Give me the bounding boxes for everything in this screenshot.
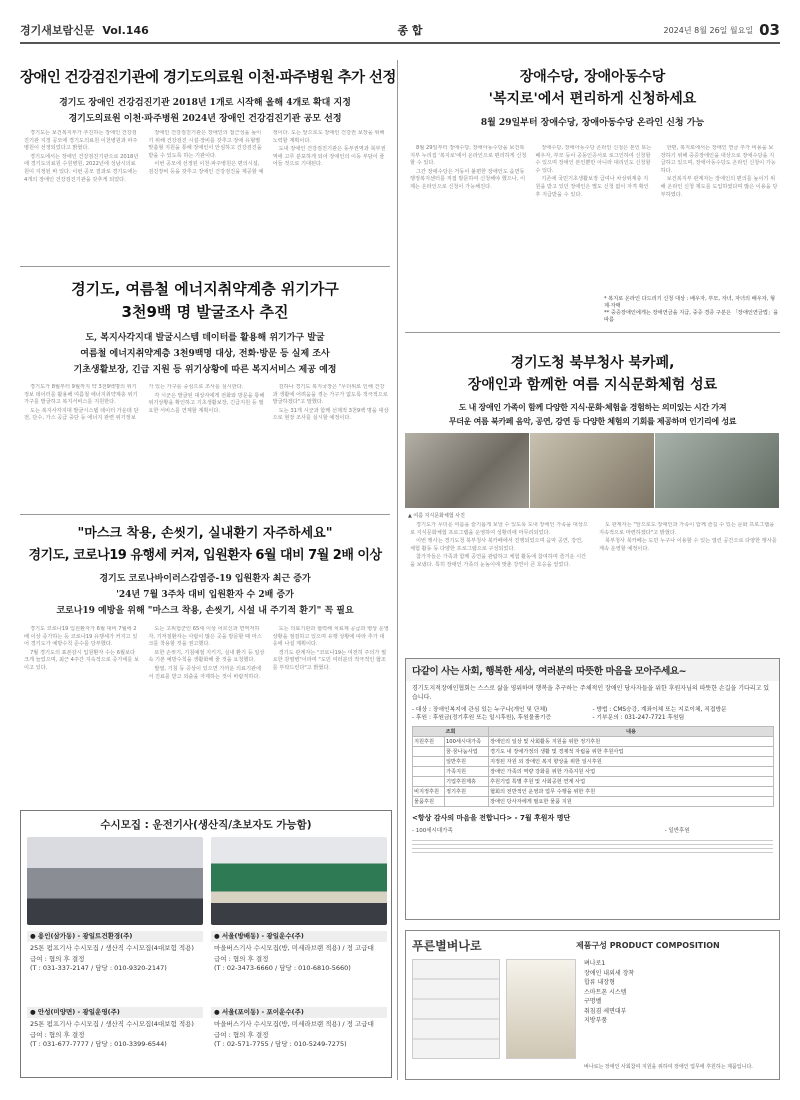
article-bookcafe — [405, 352, 780, 427]
paper-name: 경기새보람신문 — [20, 24, 95, 37]
article-title: 장애수당, 장애아동수당 — [519, 69, 666, 85]
article-title: 경기도청 북부청사 북카페, — [510, 355, 675, 371]
footnote: * 복지로 온라인 다드리기 신청 대상 : 배우자, 부모, 자녀, 자녀의 배우자, 형제·자매 — [604, 296, 776, 309]
article-subtitle: 기초생활보장, 긴급 지원 등 위기상황에 따른 복지서비스 제공 예정 — [73, 365, 337, 375]
product-item: 지방부품 — [584, 1017, 608, 1024]
contact-list — [412, 959, 500, 1059]
article-subtitle: 경기도 코로나바이러스감염증-19 입원환자 최근 증가 — [99, 574, 311, 584]
donation-info: - 후원 : 후원금(정기후원 또는 일시후원), 후원물품기증 — [412, 715, 552, 721]
article-title: 3천9백 명 발굴조사 추진 — [121, 303, 289, 321]
donor-category: - 일반후원 — [664, 828, 690, 834]
product-title: 제품구성 PRODUCT COMPOSITION — [576, 941, 720, 950]
page-number: 03 — [759, 21, 780, 39]
header-rule — [20, 42, 780, 44]
article-health-checkup — [20, 66, 396, 124]
donation-intro: 경기도지적장애인협회는 스스로 삶을 영위하며 행복을 추구하는 주체적인 장애인 당사자들을 위한 후원자님의 따뜻한 손길을 기다리고 있습니다. — [412, 685, 770, 701]
article-title: 장애인 건강검진기관에 경기도의료원 이천·파주병원 추가 선정 — [20, 70, 396, 86]
recruit-title: 수시모집 : 운전기사(생산직/초보자도 가능함) — [100, 819, 312, 831]
table-row: 물품후원 장애인 당사자에게 필요한 물품 지원 — [413, 797, 774, 807]
column-divider — [397, 60, 398, 1080]
table-row: 비지정후원 정기후원 협회의 전반적인 운영과 업무 수행을 위한 후원 — [413, 787, 774, 797]
article-title: '복지로'에서 편리하게 신청하세요 — [488, 91, 697, 107]
article-title: 장애인과 함께한 여름 지식문화체험 성료 — [467, 377, 718, 393]
product-item: 구명벨 — [584, 998, 602, 1005]
article-disability-allowance — [405, 66, 780, 128]
article-subtitle: 8월 29일부터 장애수당, 장애아동수당 온라인 신청 가능 — [480, 118, 705, 128]
recruit-item: ● 서울(포이동) - 포이운수(주) 마을버스기사 수시모집(방, 미세라브랜 적용) / 정 고급대 급여 : 협의 후 결정 (T : 02-571-7755 / 담당 : 010-5249-7275) — [211, 1007, 387, 1049]
donation-info: - 대상 : 장애인복지에 관심 있는 누구나(개인 및 단체) — [412, 707, 548, 713]
product-item: 벼나로1 — [584, 960, 606, 967]
article-covid — [20, 522, 390, 616]
footnote: ** 중증장애인에게는 장애연금을 지급, 중증 경증 구분은 「장애인연금법」을 따름 — [604, 310, 779, 323]
product-item: 합류 내장형 — [584, 979, 615, 986]
article-subtitle: 경기도의료원 이천·파주병원 2024년 장애인 건강검진기관 공모 선정 — [68, 114, 342, 124]
article-subtitle: 여름철 에너지취약계층 3천9백명 대상, 전화·방문 등 실제 조사 — [80, 349, 330, 359]
page-header — [20, 20, 780, 40]
event-photo — [405, 433, 529, 508]
article-title: "마스크 착용, 손씻기, 실내환기 자주하세요" — [77, 526, 333, 541]
donation-title: 다같이 사는 사회, 행복한 세상, 여러분의 따뜻한 마음을 모아주세요~ — [406, 659, 779, 681]
article-subtitle: 코로나19 예방을 위해 "마스크 착용, 손씻기, 시설 내 주기적 환기" 꼭 필요 — [56, 606, 354, 616]
article-subtitle: 무더운 여름 북카페 음악, 공연, 강연 등 다양한 체험의 기회를 제공하며 인기리에 성료 — [448, 416, 737, 426]
event-photo — [530, 433, 654, 508]
divider — [20, 514, 390, 515]
article-subtitle: '24년 7월 3주차 대비 입원환자 수 2배 증가 — [116, 590, 294, 600]
article-body: 8월 29일부터 장애수당, 장애아동수당을 보건복지부 누리집 '복지로'에서 온라인으로 편리하게 신청할 수 있다. 그간 장애수당은 거동이 불편한 장애인도 읍면동 행정복지센터를 직접 방문하여 신청해야 했으나, 이제는 온라인으로 신청이 가능해진다. 장애수당, 장애아동수당 온라인 신청은 본인 또는 배우자, 부모 등이 공동인증서로 로그인하여 신청할 수 있으며 장애인 본인뿐만 아니라 대리인도 신청할 수 있다. 기존에 국민기초생활보장 급여나 차상위계층 지원을 받고 있던 장애인은 별도 신청 없이 자격 확인 후 지급받을 수 있다. 한편, 복지로에서는 장애인 연금 추가 비용을 보장하기 위해 중증장애인을 대상으로 장애수당을 지급하고 있으며, 장애아동수당도 온라인 신청이 가능하다. 보건복지부 관계자는 장애인의 편의를 높이기 위해 온라인 신청 제도를 도입하였다며 많은 이용을 당부하였다. — [410, 145, 778, 198]
article-subtitle: 도, 복지사각지대 발굴시스템 데이터를 활용해 위기가구 발굴 — [85, 333, 325, 343]
product-item: 스마트폰 시스템 — [584, 988, 627, 996]
product-image — [506, 959, 576, 1059]
donation-ad — [405, 658, 780, 920]
article-body: 경기도는 보건복지부가 추진하는 장애인 건강검진기관 지정 공모에 경기도의료원 이천병원과 파주병원이 선정되었다고 밝혔다. 경기도에서는 장애인 건강검진기관으로 2018년에 경기도의료원 수원병원, 2022년에 성남시의료원이 지정된 바 있다. 이번 공모 결과로 경기도에는 4개의 장애인 건강검진기관을 갖추게 되었다. 장애인 건강검진기관은 장애인의 접근성을 높이기 위해 건강검진 시설·장비를 갖추고 장애 유형별 맞춤형 지원을 통해 장애인이 안심하고 건강검진을 받을 수 있도록 하는 기관이다. 이번 공모에 선정된 이천·파주병원은 편의시설, 검진장비 등을 갖추고 장애인 건강검진을 제공할 예정이다. 도는 앞으로도 장애인 건강권 보장을 위해 노력할 계획이다. 도내 장애인 건강검진기관은 동부권역과 북부권역에 고루 분포하게 되어 장애인의 이동 부담이 줄어들 것으로 기대된다. — [24, 130, 386, 183]
article-subtitle: 경기도 장애인 건강검진기관 2018년 1개로 시작해 올해 4개로 확대 지정 — [59, 98, 351, 108]
article-subtitle: 도 내 장애인 가족이 함께 다양한 지식·문화·체험을 경험하는 의미있는 시간 가져 — [458, 402, 727, 412]
table-header: 내용 — [489, 727, 774, 737]
divider — [20, 266, 390, 267]
table-row: 꿈·꿈나눔사업 경기도 내 장애가정의 생활 및 경제적 자립을 위한 후원사업 — [413, 747, 774, 757]
product-items — [584, 959, 774, 1026]
recruit-item: ● 용인(삼가동) - 광일트건환경(주) 25톤 펌프기사 수시모집 / 생산직 수시모집(4대보험 적용) 급여 : 협의 후 결정 (T : 031-337-2147 / 담당 : 010-9320-2147) — [27, 931, 203, 973]
article-footnotes — [604, 296, 779, 324]
article-title: 경기도, 코로나19 유행세 커져, 입원환자 6월 대비 7월 2배 이상 — [28, 548, 382, 563]
donation-info: - 방법 : CMS승강, 계좌이체 또는 지로이체, 직접방문 — [592, 707, 727, 713]
table-row: 일반후원 지정된 자원 외 장애인 복지 향상을 위한 일시후원 — [413, 757, 774, 767]
recruit-item: ● 서울(방배동) - 광일운수(주) 마을버스기사 수시모집(방, 미세라브랜 적용) / 정 고급대 급여 : 협의 후 결정 (T : 02-3473-6660 / 담당 : 010-6810-5660) — [211, 931, 387, 973]
product-item: 취침겸 세면대부 — [584, 1007, 627, 1015]
donation-info: - 기부문의 : 031-247-7721 후원팀 — [592, 715, 685, 721]
article-body: 경기도 코로나19 입원환자가 6월 대비 7월에 2배 이상 증가하는 등 코로나19 유행세가 커지고 있어 경기도가 예방수칙 준수를 당부했다. 7월 경기도의 표본감시 입원환자 수는 6월보다 크게 늘었으며, 최근 4주간 지속적으로 증가세를 보이고 있다. 도는 고위험군인 65세 이상 어르신과 면역저하자, 기저질환자는 사람이 많은 곳을 방문할 때 마스크를 착용할 것을 권고했다. 또한 손씻기, 기침예절 지키기, 실내 환기 등 일상 속 기본 예방수칙을 생활화해 줄 것을 요청했다. 발열, 기침 등 증상이 있으면 가까운 의료기관에서 진료를 받고 외출을 자제하는 것이 바람직하다. 도는 의료기관과 협력해 치료제 공급과 병상 운영 상황을 점검하고 있으며 유행 상황에 따라 추가 대응에 나설 계획이다. 경기도 관계자는 "코로나19는 여전히 주의가 필요한 감염병"이라며 "도민 여러분의 적극적인 협조를 부탁드린다"고 밝혔다. — [24, 626, 389, 680]
bus-image — [211, 837, 387, 925]
issue-date: 2024년 8월 26일 월요일 — [663, 25, 754, 35]
product-footer: 벼나로는 장애인 사회참여 지원을 위하여 장애인 업무에 후원하는 제품입니다. — [584, 1064, 753, 1070]
recruit-item: ● 안성(미양면) - 광일운영(주) 25톤 펌프기사 수시모집 / 생산직 수시모집(4대보험 적용) 급여 : 협의 후 결정 (T : 031-677-7777 / 담당 : 010-3399-6544) — [27, 1007, 203, 1049]
divider — [405, 332, 780, 333]
product-item: 장애인 내외세 장착 — [584, 969, 635, 977]
donor-category: - 100세시대가족 — [412, 828, 453, 834]
product-logo: 푸른별벼나로 — [412, 939, 482, 953]
product-ad — [405, 930, 780, 1080]
photo-caption: ▲ 여름 지식문화체험 사진 — [408, 513, 465, 519]
article-title: 경기도, 여름철 에너지취약계층 위기가구 — [71, 280, 339, 298]
recruit-ad — [20, 810, 392, 1078]
table-row: 가족지원 장애인 가족의 역량 강화를 위한 가족지원 사업 — [413, 767, 774, 777]
event-photo — [655, 433, 779, 508]
volume-number: Vol.146 — [102, 23, 149, 37]
table-row: 기업후원제휴 후원기업 특별 후원 및 사회공헌 연계 사업 — [413, 777, 774, 787]
article-body: 경기도가 8월부터 9월까지 약 3천9백명의 위기정보 데이터를 활용해 여름철 에너지취약계층 위기가구를 발굴하고 복지서비스를 지원한다. 도는 복지사각지대 발굴시스템 데이터 가운데 단전, 단수, 가스 공급 중단 등 에너지 관련 위기정보가 있는 가구를 중심으로 조사를 실시한다. 각 시군은 발굴된 대상자에게 전화와 방문을 통해 위기상황을 확인하고 기초생활보장, 긴급지원 등 필요한 서비스를 연계할 계획이다. 김하나 경기도 복지국장은 "무더위로 인해 건강과 생활에 어려움을 겪는 가구가 없도록 적극적으로 발굴하겠다"고 말했다. 도는 31개 시군과 함께 선제적 3천9백 명을 대상으로 현장 조사를 실시할 예정이다. — [24, 384, 389, 422]
article-body: 경기도가 무더운 여름을 슬기롭게 보낼 수 있도록 도내 장애인 가족을 대상으로 지식문화체험 프로그램을 운영하여 성황리에 마무리되었다. 이번 행사는 경기도청 북부청사 북카페에서 진행되었으며 음악 공연, 강연, 체험 활동 등 다양한 프로그램으로 구성되었다. 참가자들은 가족과 함께 공연을 관람하고 체험 활동에 참여하며 즐거운 시간을 보냈다. 특히 장애인 가족의 눈높이에 맞춘 강연이 큰 호응을 얻었다. 도 관계자는 "앞으로도 장애인과 가족이 함께 즐길 수 있는 문화 프로그램을 지속적으로 마련하겠다"고 밝혔다. 북부청사 북카페는 도민 누구나 이용할 수 있는 열린 공간으로 다양한 행사를 계속 운영할 예정이다. — [410, 522, 777, 568]
donation-table — [412, 726, 774, 807]
section-title: 종 합 — [397, 24, 423, 37]
donor-names — [412, 837, 773, 855]
table-row: 지원후원 100세시대가족 장애인의 일상 및 사회활동 지원을 위한 정기후원 — [413, 737, 774, 747]
dump-truck-image — [27, 837, 203, 925]
table-header: 조회 — [413, 727, 489, 737]
donor-list-title: <항상 감사의 마음을 전합니다> - 7월 후원자 명단 — [412, 814, 571, 822]
article-energy-vulnerable — [20, 278, 390, 375]
